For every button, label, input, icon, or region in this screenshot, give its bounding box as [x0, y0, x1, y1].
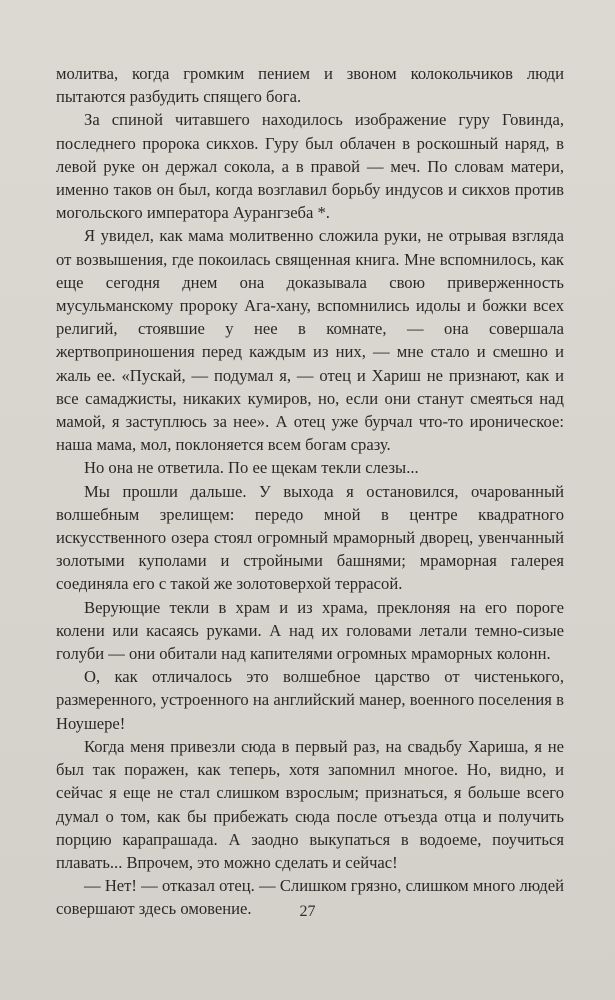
- paragraph-tears: Но она не ответила. По ее щекам текли слезы...: [84, 458, 419, 478]
- paragraph-father-refusal: — Нет! — отказал отец. — Слишком грязно, слишком много людей совершают здесь омовение.: [56, 876, 564, 919]
- paragraph-believers: Верующие текли в храм и из храма, преклоняя на его пороге колени или касаясь руками. А над их головами летали темно-сизые голуби — они обитали над капителями огромных мраморных колонн.: [56, 597, 564, 664]
- paragraph-first-visit: Когда меня привезли сюда в первый раз, на свадьбу Хариша, я не был так поражен, как теперь, хотя запомнил многое. Но, видно, и сейчас я еще не стал слишком взрослым; признаться, я больше всего думал о том, как бы прибежать сюда после отъезда отца и получить порцию карапрашада. А заодно выкупаться в водоеме, поучиться плавать... Впрочем, это можно сделать и сейчас!: [56, 736, 564, 872]
- paragraph-mother-prayer: Я увидел, как мама молитвенно сложила руки, не отрывая взгляда от возвышения, где покоилась священная книга. Мне вспомнилось, как еще сегодня днем она доказывала свою приверженность мусульманскому пророку Ага-хану, вспомнились идолы и божки всех религий, стоявшие у нее в комнате, — она совершала жертвоприношения перед каждым из них, — мне стало и смешно и жаль ее. «Пускай, — подумал я, — отец и Хариш не признают, как и все самаджисты, никаких кумиров, но, если они станут смеяться над мамой, я заступлюсь за нее». А отец уже бурчал что-то ироническое: наша мама, мол, поклоняется всем богам сразу.: [56, 226, 564, 455]
- body-text: [56, 62, 564, 921]
- paragraph-guru-govind: За спиной читавшего находилось изображение гуру Говинда, последнего пророка сикхов. Гуру был облачен в роскошный наряд, в левой руке он держал сокола, а в правой — меч. По словам матери, именно таков он был, когда возглавил борьбу индусов и сикхов против могольского императора Аурангзеба *.: [56, 110, 564, 223]
- paragraph-continuation: молитва, когда громким пением и звоном колокольчиков люди пытаются разбудить спящего бога.: [56, 64, 564, 107]
- page-number: 27: [299, 903, 316, 920]
- paragraph-kingdom-contrast: О, как отличалось это волшебное царство от чистенького, размеренного, устроенного на английский манер, военного поселения в Ноушере!: [56, 667, 564, 733]
- paragraph-marble-palace: Мы прошли дальше. У выхода я остановился, очарованный волшебным зрелищем: передо мной в центре квадратного искусственного озера стоял огромный мраморный дворец, увенчанный золотыми куполами и стройными башнями; мраморная галерея соединяла его с такой же золотоверхой террасой.: [56, 481, 564, 594]
